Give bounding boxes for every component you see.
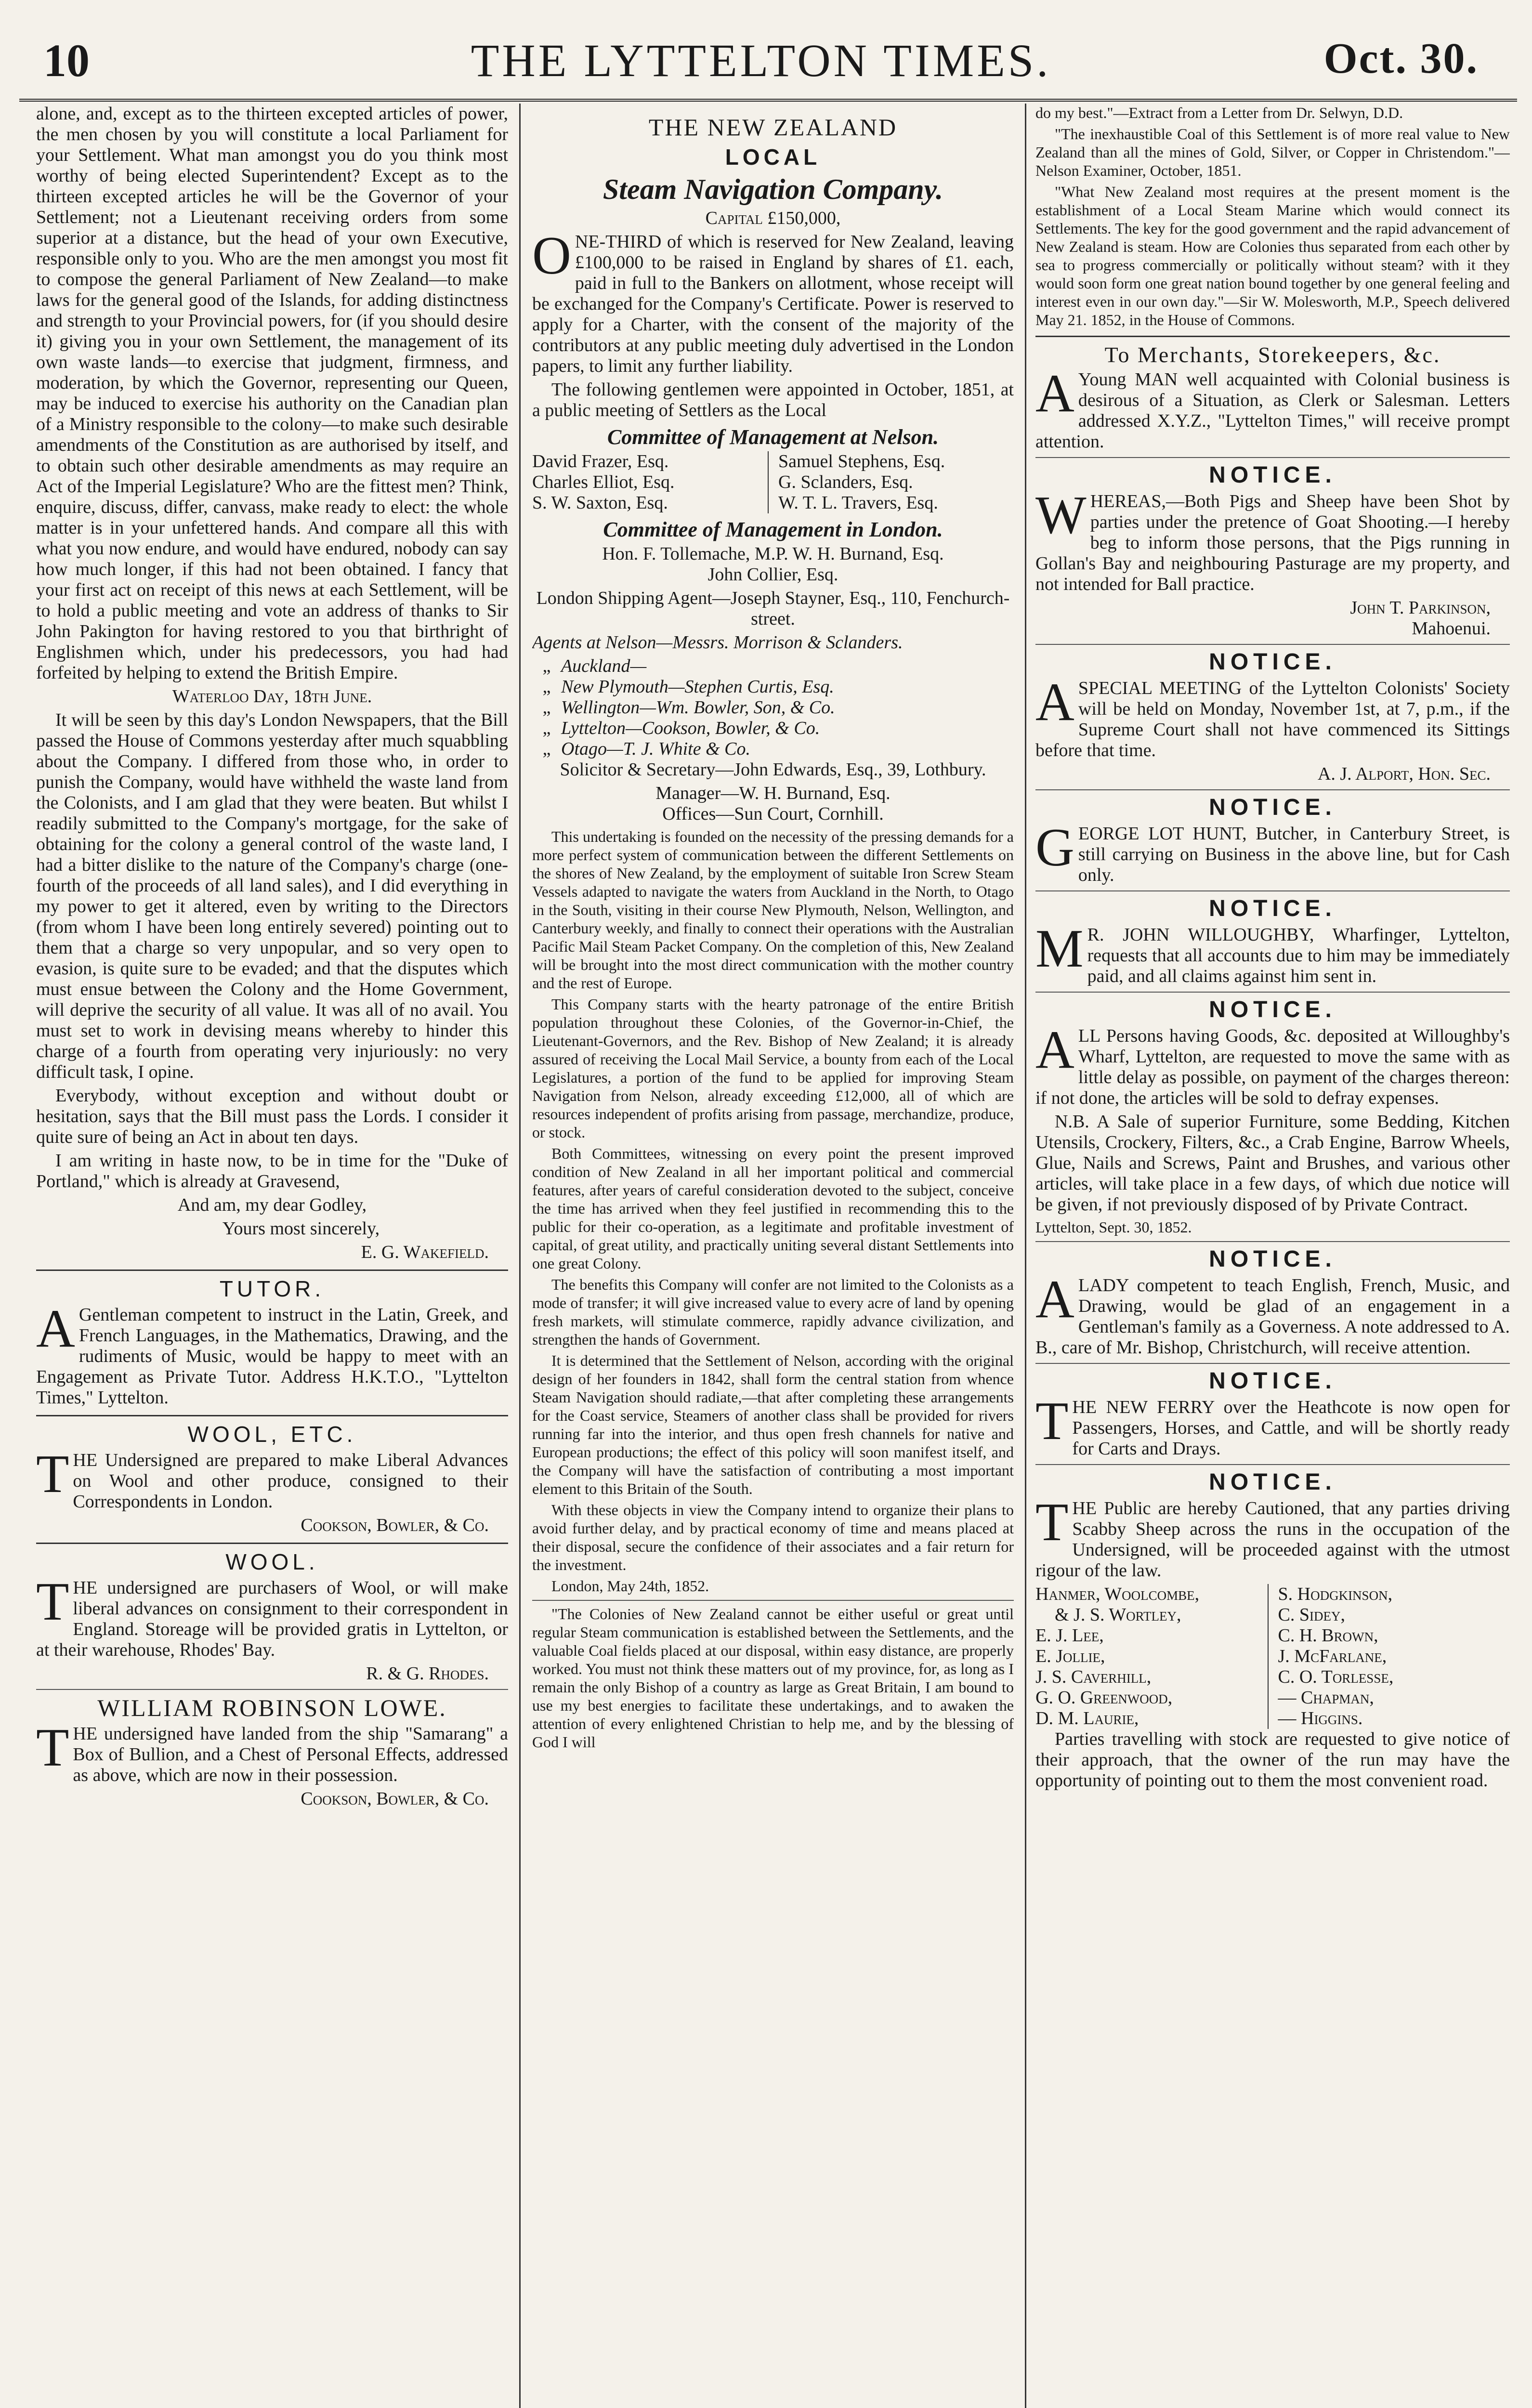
governess-notice: ALADY competent to teach English, French, Music, and Drawing, would be glad of an engagement in a Gentleman's family as a Governess. A note addressed to A. B., care of Mr. Bishop, Christchurch, will receive attention.: [1035, 1269, 1510, 1358]
pigs-notice-place: Mahoenui.: [1412, 618, 1491, 639]
notice-heading: NOTICE.: [1209, 1469, 1336, 1495]
divider: [36, 1415, 508, 1416]
selwyn-quote-end: do my best."—Extract from a Letter from Dr. Selwyn, D.D.: [1035, 104, 1403, 121]
goods-notice-date: Lyttelton, Sept. 30, 1852.: [1035, 1218, 1192, 1236]
company-body: With these objects in view the Company intend to organize their plans to avoid further delay, and by practical economy of time and means placed at their disposal, secure the confidence of their associates and a fair return for the investment.: [532, 1501, 1014, 1573]
committee-member: Charles Elliot, Esq.: [532, 472, 675, 492]
notice-heading: NOTICE.: [1209, 462, 1336, 488]
agent-item: „ Wellington—Wm. Bowler, Son, & Co.: [542, 697, 835, 718]
waterloo-paragraph: It will be seen by this day's London Newspapers, that the Bill passed the House of Commons yesterday after much squabbling about the Company. I differed from those who, in order to punish the Company, would have withheld the waste land from the Colonists, and I am glad that they were beaten. But whilst I readily submitted to the Company's mortgage, for the sake of obtaining for the colony a general control of the waste land, I had a bitter dislike to the nature of the Company's charge (one-fourth of the proceeds of all land sales), and I did everything in my power to get it altered, even by writing to the Directors (from whom I have been long entirely severed) pointing out to them that a charge so very unpopular, and so very open to evasion, is quite sure to be evaded; and that the disputes which must ensue between the Colony and the Home Government, will deprive the security of all value. It was all of no avail. You must set to work in devising means whereby to hinder this charge of a fourth from operating very injuriously: no very difficult task, I opine.: [36, 710, 508, 1082]
offices-line: Offices—Sun Court, Cornhill.: [662, 804, 884, 824]
signer: — Higgins.: [1278, 1708, 1363, 1728]
signer: C. H. Brown,: [1278, 1625, 1378, 1646]
tutor-advert: AGentleman competent to instruct in the Latin, Greek, and French Languages, in the Mathematics, Drawing, and the rudiments of Music, would be happy to meet with an Engagement as Private Tutor. Address H.K.T.O., "Lyttelton Times," Lyttelton.: [36, 1299, 508, 1408]
company-dateline: London, May 24th, 1852.: [551, 1577, 709, 1595]
wool-etc-signature: Cookson, Bowler, & Co.: [301, 1515, 489, 1535]
agents-heading: Agents at Nelson—Messrs. Morrison & Sclanders.: [532, 632, 903, 653]
signer: J. McFarlane,: [1278, 1646, 1387, 1666]
page-number: 10: [43, 35, 90, 86]
pigs-notice-signature: John T. Parkinson,: [1350, 598, 1491, 618]
company-body: This undertaking is founded on the necessity of the pressing demands for a more perfect system of communication between the different Settlements on the shores of New Zealand, by the employment of suitable Iron Screw Steam Vessels adapted to navigate the waters from Auckland in the North, to Otago in the South, visiting in their course New Plymouth, Nelson, Wellington, and Canterbury weekly, and finally to connect their operations with the Australian Pacific Mail Steam Packet Company. On the completion of this, New Zealand will be brought into the most direct communication with the mother country and the rest of Europe.: [532, 828, 1014, 992]
pigs-notice: WHEREAS,—Both Pigs and Sheep have been Shot by parties under the pretence of Goat Shooting.—I hereby beg to inform those persons, that the Pigs running in Gollan's Bay and neighbouring Pasturage are my property, and not intended for Ball practice.: [1035, 485, 1510, 594]
signer: J. S. Caverhill,: [1035, 1667, 1152, 1687]
company-intro: ONE-THIRD of which is reserved for New Zealand, leaving £100,000 to be raised in England by shares of £1. each, paid in full to the Bankers on allotment, whose receipt will be exchanged for the Company's Certificate. Power is reserved to apply for a Charter, with the consent of the majority of the contributors at any public meeting duly advertised in the London papers, to limit any further liability.: [532, 226, 1014, 376]
committee-member: Samuel Stephens, Esq.: [778, 451, 945, 471]
meeting-notice: ASPECIAL MEETING of the Lyttelton Colonists' Society will be held on Monday, November 1st, at 7, p.m., if the Supreme Court shall not have commenced its Sittings before that time.: [1035, 672, 1510, 760]
signer: — Chapman,: [1278, 1688, 1374, 1708]
signer: D. M. Laurie,: [1035, 1708, 1139, 1728]
company-body: This Company starts with the hearty patronage of the entire British population throughout these Colonies, of the Governor-in-Chief, the Lieutenant-Governors, and the Rev. Bishop of New Zealand; it is already assured of receiving the Local Mail Service, a bounty from each of the Local Legislatures, a portion of the fund to be applied for improving Steam Navigation from Nelson, already exceeding £12,000, all of which are resources independent of profits arising from passage, merchandize, produce, or stock.: [532, 995, 1014, 1141]
issue-date: Oct. 30.: [1323, 35, 1479, 82]
company-name: Steam Navigation Company.: [602, 173, 943, 205]
divider: [1035, 457, 1510, 458]
divider: [1035, 1363, 1510, 1364]
notice-heading: NOTICE.: [1209, 997, 1336, 1022]
signer: C. Sidey,: [1278, 1605, 1345, 1625]
wharfinger-notice: MR. JOHN WILLOUGHBY, Wharfinger, Lyttelton, requests that all accounts due to him may be immediately paid, and all claims against him sent in.: [1035, 919, 1510, 986]
column-middle: [532, 104, 1014, 2408]
company-heading-line2: LOCAL: [725, 144, 821, 170]
divider: [1035, 890, 1510, 891]
goods-notice-nb: N.B. A Sale of superior Furniture, some Bedding, Kitchen Utensils, Crockery, Filters, &c., a Crab Engine, Barrow Wheels, Glue, Nails and Screws, Paint and Brushes, and various other articles, will take place in a few days, of which due notice will be given, if not previously disposed of by Private Contract.: [1035, 1112, 1510, 1215]
agent-item: „ Auckland—: [542, 656, 647, 676]
divider: [36, 1269, 508, 1271]
letter-signature: E. G. Wakefield.: [361, 1242, 489, 1262]
ferry-notice: THE NEW FERRY over the Heathcote is now open for Passengers, Horses, and Cattle, and will be shortly ready for Carts and Drays.: [1035, 1391, 1510, 1459]
lowe-advert: THE undersigned have landed from the ship "Samarang" a Box of Bullion, and a Chest of Personal Effects, addressed as above, which are now in their possession.: [36, 1718, 508, 1785]
column-divider: [1025, 104, 1026, 2408]
london-committee-line: Hon. F. Tollemache, M.P. W. H. Burnand, Esq.: [602, 544, 944, 564]
selwyn-quote: "The Colonies of New Zealand cannot be either useful or great until regular Steam communication is established between the Settlements, and the valuable Coal fields placed at our disposal, within easy distance, are properly worked. You must not think these matters out of my province, for, as long as I remain the only Bishop of a country as large as Great Britain, I am bound to use my best energies to facilitate these undertakings, and to awaken the attention of every enlightened Christian to help me, and by the blessing of God I will: [532, 1605, 1014, 1751]
agents-list: [532, 656, 1014, 759]
divider: [1035, 1241, 1510, 1242]
divider: [1035, 1464, 1510, 1465]
tutor-heading: TUTOR.: [219, 1276, 325, 1301]
notice-heading: NOTICE.: [1209, 896, 1336, 921]
divider: [1035, 336, 1510, 337]
agent-item: „ Otago—T. J. White & Co.: [542, 739, 751, 759]
column-left: [36, 104, 508, 2408]
signer: C. O. Torlesse,: [1278, 1667, 1394, 1687]
notice-heading: NOTICE.: [1209, 795, 1336, 820]
goods-notice: ALL Persons having Goods, &c. deposited at Willoughby's Wharf, Lyttelton, are requested to move the same with as little delay as possible, on payment of the charges thereon: if not done, the articles will be sold to defray expenses.: [1035, 1020, 1510, 1108]
divider: [532, 1600, 1014, 1601]
nelson-committee-list: [532, 451, 1014, 513]
signer: S. Hodgkinson,: [1278, 1584, 1393, 1604]
company-body: The benefits this Company will confer are not limited to the Colonists as a mode of transfer; it will give increased value to every acre of land by opening fresh markets, will stimulate commerce, rapidly advance civilization, and strengthen the hands of Government.: [532, 1276, 1014, 1348]
signer: E. J. Lee,: [1035, 1625, 1104, 1646]
company-body: Both Committees, witnessing on every point the present improved condition of New Zealand in all her important political and commercial features, after years of careful consideration devoted to the subject, conceive the time has arrived when they feel justified in recommending this to the public for their co-operation, as a legitimate and profitable investment of capital, of great utility, and practically uniting several distant Settlements into one great Colony.: [532, 1145, 1014, 1272]
letter-closing: Yours most sincerely,: [222, 1218, 380, 1239]
company-body: It is determined that the Settlement of Nelson, according with the original design of her founders in 1842, shall form the central station from whence Steam Navigation should radiate,—that after completing these arrangements for the Coast service, Steamers of another class shall be provided for rivers running far into the interior, and thus open fresh channels for native and European productions; the effect of this policy will soon manifest itself, and the Company will have the satisfaction of contributing a most important element to this Britain of the South.: [532, 1352, 1014, 1497]
merchants-advert: AYoung MAN well acquainted with Colonial business is desirous of a Situation, as Clerk or Salesman. Letters addressed X.Y.Z., "Lyttelton Times," will receive prompt attention.: [1035, 364, 1510, 452]
wool-signature: R. & G. Rhodes.: [366, 1663, 489, 1684]
waterloo-paragraph: Everybody, without exception and without doubt or hesitation, says that the Bill must pass the Lords. I consider it quite sure of being an Act in about ten days.: [36, 1086, 508, 1147]
divider: [36, 1543, 508, 1544]
letter-closing: And am, my dear Godley,: [177, 1195, 367, 1215]
manager-line: Manager—W. H. Burnand, Esq.: [655, 783, 890, 803]
wool-heading: WOOL.: [225, 1549, 319, 1574]
waterloo-heading: Waterloo Day, 18th June.: [172, 686, 372, 707]
solicitor-line: Solicitor & Secretary—John Edwards, Esq., 39, Lothbury.: [560, 759, 986, 780]
signer: E. Jollie,: [1035, 1646, 1105, 1666]
shipping-agent: London Shipping Agent—Joseph Stayner, Esq., 110, Fenchurch-street.: [536, 588, 1010, 629]
divider: [36, 1689, 508, 1690]
butcher-notice: GEORGE LOT HUNT, Butcher, in Canterbury Street, is still carrying on Business in the above line, but for Cash only.: [1035, 818, 1510, 885]
masthead: [39, 34, 1483, 96]
waterloo-paragraph: I am writing in haste now, to be in time for the "Duke of Portland," which is already at Gravesend,: [36, 1151, 508, 1191]
wool-etc-advert: THE Undersigned are prepared to make Liberal Advances on Wool and other produce, consigned to their Correspondents in London.: [36, 1444, 508, 1512]
masthead-rule: [19, 99, 1517, 102]
meeting-notice-signature: A. J. Alport, Hon. Sec.: [1317, 764, 1491, 784]
london-committee-line: John Collier, Esq.: [707, 564, 838, 585]
committee-member: G. Sclanders, Esq.: [778, 472, 913, 492]
london-committee-heading: Committee of Management in London.: [603, 518, 943, 541]
signers-list: [1035, 1584, 1510, 1729]
molesworth-quote: "What New Zealand most requires at the present moment is the establishment of a Local Steam Marine which would connect its Settlements. The key for the good government and the rapid advancement of New Zealand is steam. How are Colonies thus separated from each other by sea to progress commercially or politically without steam? with it they would soon form one great nation bound together by one general feeling and interest even in our own day."—Sir W. Molesworth, M.P., Speech delivered May 21. 1852, in the House of Commons.: [1035, 183, 1510, 328]
nelson-committee-heading: Committee of Management at Nelson.: [607, 425, 939, 449]
agent-item: „ New Plymouth—Stephen Curtis, Esq.: [542, 677, 834, 697]
divider: [1035, 789, 1510, 790]
company-capital: Capital £150,000,: [705, 208, 841, 228]
merchants-heading: To Merchants, Storekeepers, &c.: [1104, 342, 1441, 367]
committee-member: W. T. L. Travers, Esq.: [778, 493, 938, 513]
notice-heading: NOTICE.: [1209, 1368, 1336, 1394]
company-heading-line1: THE NEW ZEALAND: [648, 114, 898, 141]
signer: Hanmer, Woolcombe,: [1035, 1584, 1200, 1604]
newspaper-title: THE LYTTELTON TIMES.: [471, 35, 1051, 86]
scabby-sheep-notice: THE Public are hereby Cautioned, that any parties driving Scabby Sheep across the runs in the occupation of the Undersigned, will be proceeded against with the utmost rigour of the law.: [1035, 1492, 1510, 1581]
notice-heading: NOTICE.: [1209, 649, 1336, 675]
divider: [1035, 644, 1510, 645]
wakefield-letter: alone, and, except as to the thirteen excepted articles of power, the men chosen by you will constitute a local Parliament for your Settlement. What man amongst you do you think most worthy of being elected Superintendent? Except as to the thirteen excepted articles he will be the Governor of your Settlement; not a Lieutenant receiving orders from some superior at a distance, but the head of your own Executive, responsible only to you. Who are the men amongst you most fit to compose the general Parliament of New Zealand—to make laws for the general good of the Islands, for adding distinctness and strength to your Provincial powers, for (if you should desire it) giving you in your own Settlement, the management of its own waste lands—to exercise that judgment, firmness, and moderation, by which the Governor, representing our Queen, may be induced to exercise his authority on the Canadian plan of a Ministry responsible to the colony—to make such desirable amendments of the Constitution as are authorised by itself, and to obtain such other desirable amendments as may require an Act of the Imperial Legislature? Who are the fittest men? Think, enquire, discuss, differ, canvass, make ready to elect: the whole matter is in your unfettered hands. And compare all this with what you now endure, and would have endured, nobody can say how much longer, if this had not been obtained. I fancy that your first act on receipt of this news at each Settlement, will be to hold a public meeting and vote an address of thanks to Sir John Pakington for having restored to you that birthright of Englishmen which, under his predecessors, you had had forfeited by helping to extend the British Empire.: [36, 104, 508, 683]
signer: & J. S. Wortley,: [1055, 1605, 1181, 1625]
committee-member: David Frazer, Esq.: [532, 451, 669, 471]
wool-etc-heading: WOOL, ETC.: [187, 1422, 357, 1447]
scabby-sheep-footer: Parties travelling with stock are requested to give notice of their approach, that the owner of the run may have the opportunity of pointing out to them the most convenient road.: [1035, 1729, 1510, 1791]
committee-member: S. W. Saxton, Esq.: [532, 493, 668, 513]
lowe-signature: Cookson, Bowler, & Co.: [301, 1789, 489, 1809]
divider: [1035, 992, 1510, 993]
column-right: [1035, 104, 1510, 2408]
nelson-examiner-quote: "The inexhaustible Coal of this Settlement is of more real value to New Zealand than all the mines of Gold, Silver, or Copper in Christendom."—Nelson Examiner, October, 1851.: [1035, 125, 1510, 179]
signer: G. O. Greenwood,: [1035, 1688, 1173, 1708]
company-appointed: The following gentlemen were appointed in October, 1851, at a public meeting of Settlers as the Local: [532, 380, 1014, 420]
wool-advert: THE undersigned are purchasers of Wool, or will make liberal advances on consignment to their correspondent in England. Storeage will be provided gratis in Lyttelton, or at their warehouse, Rhodes' Bay.: [36, 1572, 508, 1660]
lowe-heading: WILLIAM ROBINSON LOWE.: [97, 1694, 447, 1721]
agent-item: „ Lyttelton—Cookson, Bowler, & Co.: [542, 718, 820, 738]
notice-heading: NOTICE.: [1209, 1246, 1336, 1272]
column-divider: [519, 104, 521, 2408]
